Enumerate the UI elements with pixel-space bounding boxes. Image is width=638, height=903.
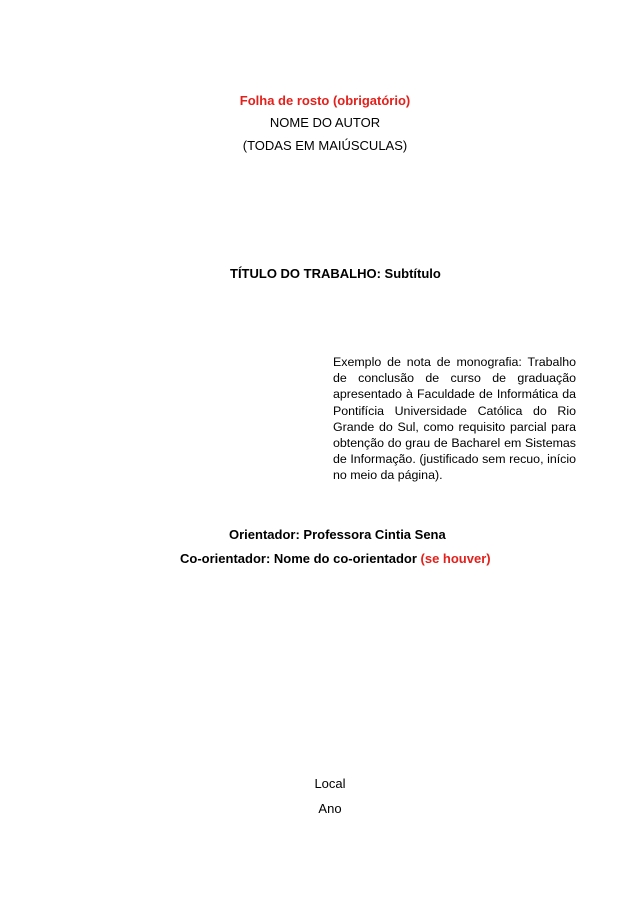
year: Ano [318,801,342,816]
monograph-note: Exemplo de nota de monografia: Trabalho de conclusão de curso de graduação apresentado à Faculdade de Informática da Pontifícia Universidade Católica do Rio Grande do Sul, como requisito parcial para obtenção do grau de Bacharel em Sistemas de Informação. (justificado sem recuo, início no meio da página). [333,355,576,483]
sheet-label: Folha de rosto (obrigatório) [239,93,411,108]
co-advisor-text: Co-orientador: Nome do co-orientador [180,551,417,566]
work-title: TÍTULO DO TRABALHO: Subtítulo [230,266,441,281]
author-name-instruction: (TODAS EM MAIÚSCULAS) [242,138,408,153]
co-advisor-line [180,551,491,566]
place: Local [314,776,346,791]
advisor-line: Orientador: Professora Cintia Sena [229,527,446,542]
co-advisor-optional-note: (se houver) [420,551,491,566]
author-name: NOME DO AUTOR [269,115,381,130]
